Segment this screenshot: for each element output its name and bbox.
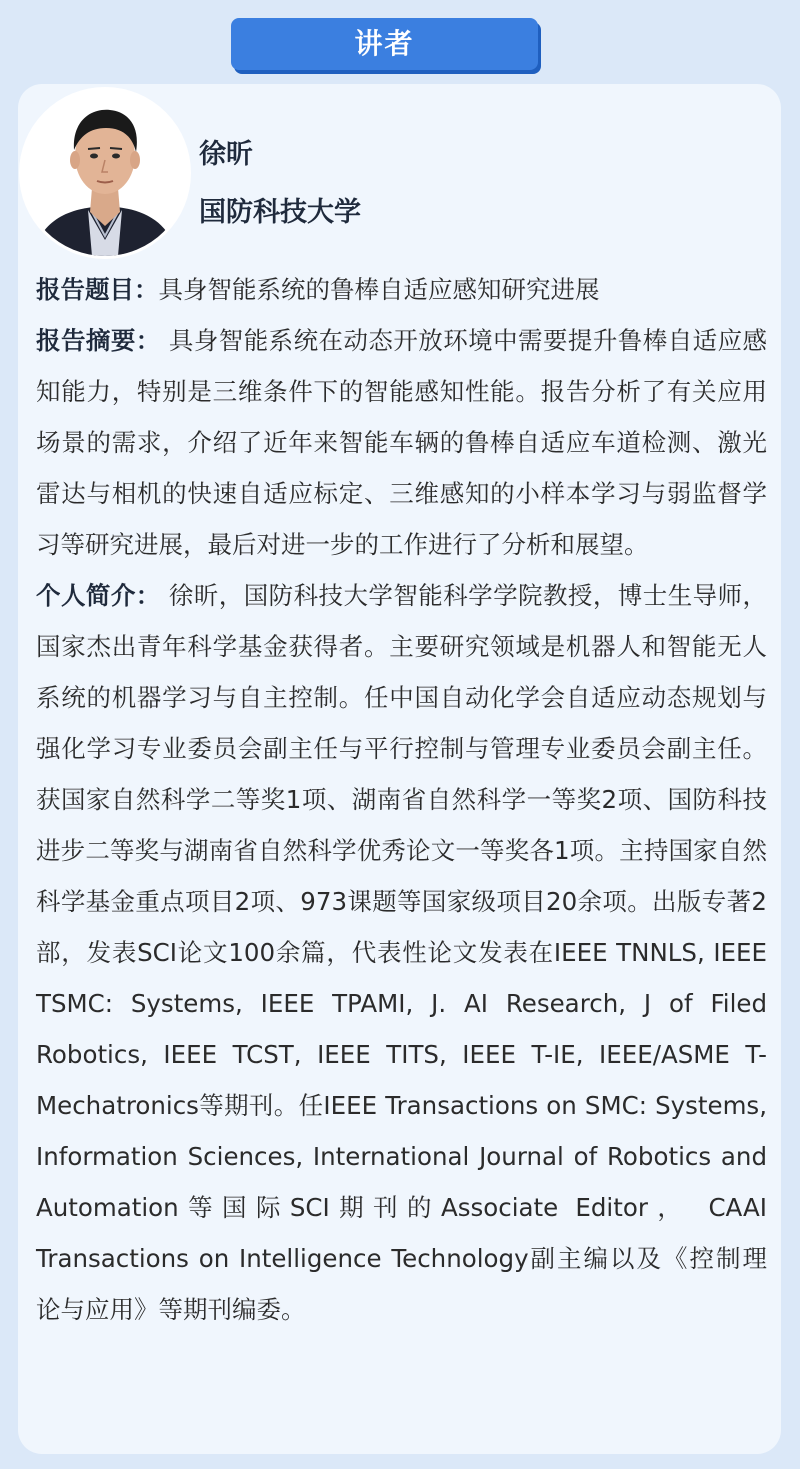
speaker-card: [18, 84, 781, 1454]
speaker-affiliation: 国防科技大学: [199, 197, 361, 228]
section-title: 讲者: [231, 18, 538, 70]
bio-label: 个人简介：: [36, 581, 161, 610]
speaker-details: [36, 264, 767, 1335]
report-title: 具身智能系统的鲁棒自适应感知研究进展: [158, 275, 600, 304]
report-title-paragraph: [36, 264, 767, 315]
bio-paragraph: [36, 570, 767, 1335]
report-abstract-paragraph: [36, 315, 767, 570]
report-title-label: 报告题目：: [36, 275, 159, 304]
speaker-name: 徐昕: [199, 139, 253, 170]
speaker-photo: [22, 90, 188, 256]
report-abstract-label: 报告摘要：: [36, 326, 161, 355]
speaker-photo-icon: [22, 90, 188, 256]
bio-text: 徐昕，国防科技大学智能科学学院教授，博士生导师，国家杰出青年科学基金获得者。主要研究领域是机器人和智能无人系统的机器学习与自主控制。任中国自动化学会自适应动态规划与强化学习专业委员会副主任与平行控制与管理专业委员会副主任。获国家自然科学二等奖1项、湖南省自然科学一等奖2项、国防科技进步二等奖与湖南省自然科学优秀论文一等奖各1项。主持国家自然科学基金重点项目2项、973课题等国家级项目20余项。出版专著2部，发表SCI论文100余篇，代表性论文发表在IEEE TNNLS, IEEE TSMC: Systems, IEEE TPAMI, J. AI Research, J of Filed Robotics, IEEE TCST, IEEE TITS, IEEE T-IE, IEEE/ASME T-Mechatronics等期刊。任IEEE Transactions on SMC: Systems, Information Sciences, International Journal of Robotics and Automation等国际SCI期刊的Associate Editor， CAAI Transactions on Intelligence Technology副主编以及《控制理论与应用》等期刊编委。: [36, 581, 768, 1324]
report-abstract: 具身智能系统在动态开放环境中需要提升鲁棒自适应感知能力，特别是三维条件下的智能感知性能。报告分析了有关应用场景的需求，介绍了近年来智能车辆的鲁棒自适应车道检测、激光雷达与相机的快速自适应标定、三维感知的小样本学习与弱监督学习等研究进展，最后对进一步的工作进行了分析和展望。: [36, 326, 768, 559]
